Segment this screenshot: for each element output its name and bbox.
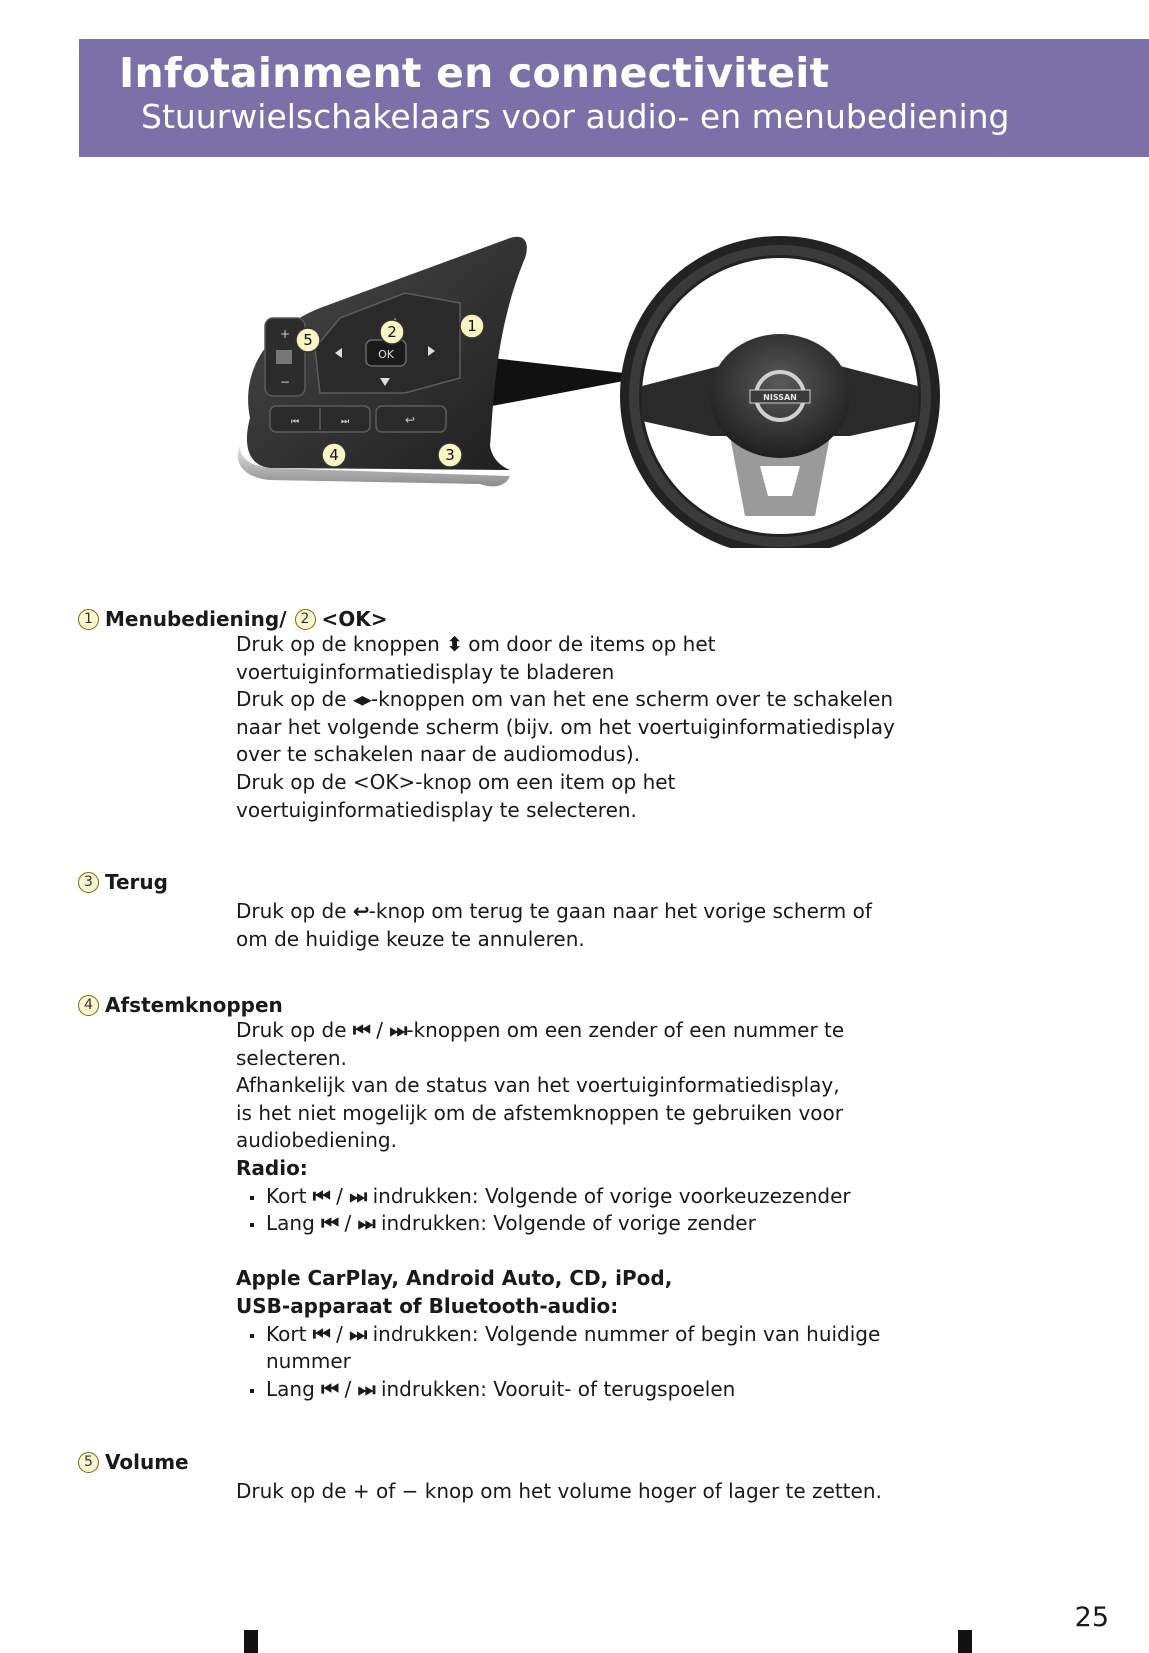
left-right-arrow-icon: ◂▸ — [352, 687, 371, 712]
skip-back-icon: ⏮ — [352, 1018, 370, 1042]
page-number: 25 — [1074, 1602, 1109, 1633]
page-header — [79, 39, 1149, 157]
section-text: Druk op de knoppen ⬍ om door de items op het voertuiginformatiedisplay te bladeren Druk op de ◂▸-knoppen om van het ene scherm over te schakelen naar het volgende scherm (bijv. om het voertuiginformatiedisplay over te schakelen naar de audiomodus). Druk op de <OK>-knop om een item op het voertuiginformatiedisplay te selecteren. — [236, 632, 895, 822]
section-subtitle: Stuurwielschakelaars voor audio- en menubediening — [141, 97, 1010, 136]
radio-heading: Radio: — [236, 1155, 308, 1180]
crop-mark — [244, 1630, 258, 1653]
section-heading: Afstemknoppen — [105, 993, 283, 1017]
brand-label: NISSAN — [763, 393, 797, 402]
section-title: Infotainment en connectiviteit — [119, 49, 830, 97]
skip-forward-icon: ⏭ — [389, 1018, 407, 1042]
callout-badge: 3 — [78, 872, 99, 893]
callout-5 — [296, 328, 320, 352]
svg-text:⏭: ⏭ — [340, 417, 350, 427]
media-heading: USB-apparaat of Bluetooth-audio: — [236, 1293, 619, 1318]
section-text: Druk op de + of − knop om het volume hoger of lager te zetten. — [236, 1479, 882, 1503]
callout-badge: 1 — [78, 609, 99, 630]
section-heading: Terug — [105, 870, 168, 894]
svg-text:↩: ↩ — [404, 413, 416, 427]
callout-3 — [438, 443, 462, 467]
section-heading: <OK> — [321, 607, 388, 631]
callout-2 — [380, 320, 404, 344]
svg-text:3: 3 — [445, 446, 455, 464]
section-tune — [78, 993, 1108, 1403]
svg-text:+: + — [279, 327, 291, 341]
callout-badge: 5 — [78, 1452, 99, 1473]
svg-text:5: 5 — [303, 331, 313, 349]
section-text: Druk op de ⏮ / ⏭-knoppen om een zender of een nummer te selecteren. Afhankelijk van de status van het voertuiginformatiedisplay, is het niet mogelijk om de afstemknoppen te gebruiken voor audiobediening. Radio: Kort ⏮ / ⏭ indrukken: Volgende of vorige voorkeuzezender Lang ⏮ / ⏭ indrukken: Volgende of vorige zender Apple CarPlay, Android Auto, CD, iPod, USB-apparaat of Bluetooth-audio: Kort ⏮ / ⏭ indrukken: Volgende nummer of begin van huidige nummer Lang ⏮ / ⏭ indrukken: Vooruit- of terugspoelen — [236, 1017, 1108, 1403]
ok-label: OK — [378, 348, 394, 361]
callout-4 — [322, 443, 346, 467]
section-heading: Volume — [105, 1450, 189, 1474]
section-menu — [78, 607, 1108, 824]
callout-1 — [460, 314, 484, 338]
svg-text:⏮: ⏮ — [290, 417, 300, 427]
section-text: Druk op de ↩-knop om terug te gaan naar het vorige scherm of om de huidige keuze te annuleren. — [236, 899, 872, 951]
section-back — [78, 870, 1108, 953]
svg-text:−: − — [279, 375, 291, 389]
section-heading: Menubediening/ — [105, 607, 287, 631]
steering-wheel — [620, 236, 940, 548]
back-icon: ↩ — [352, 899, 369, 923]
callout-badge: 2 — [295, 609, 316, 630]
up-down-arrow-icon: ⬍ — [446, 632, 462, 656]
svg-text:1: 1 — [467, 317, 477, 335]
section-volume — [78, 1450, 1108, 1506]
svg-text:4: 4 — [329, 446, 339, 464]
callout-badge: 4 — [78, 995, 99, 1016]
svg-text:2: 2 — [387, 323, 397, 341]
crop-mark — [958, 1630, 972, 1653]
media-heading: Apple CarPlay, Android Auto, CD, iPod, — [236, 1266, 673, 1291]
steering-wheel-illustration — [230, 218, 960, 548]
